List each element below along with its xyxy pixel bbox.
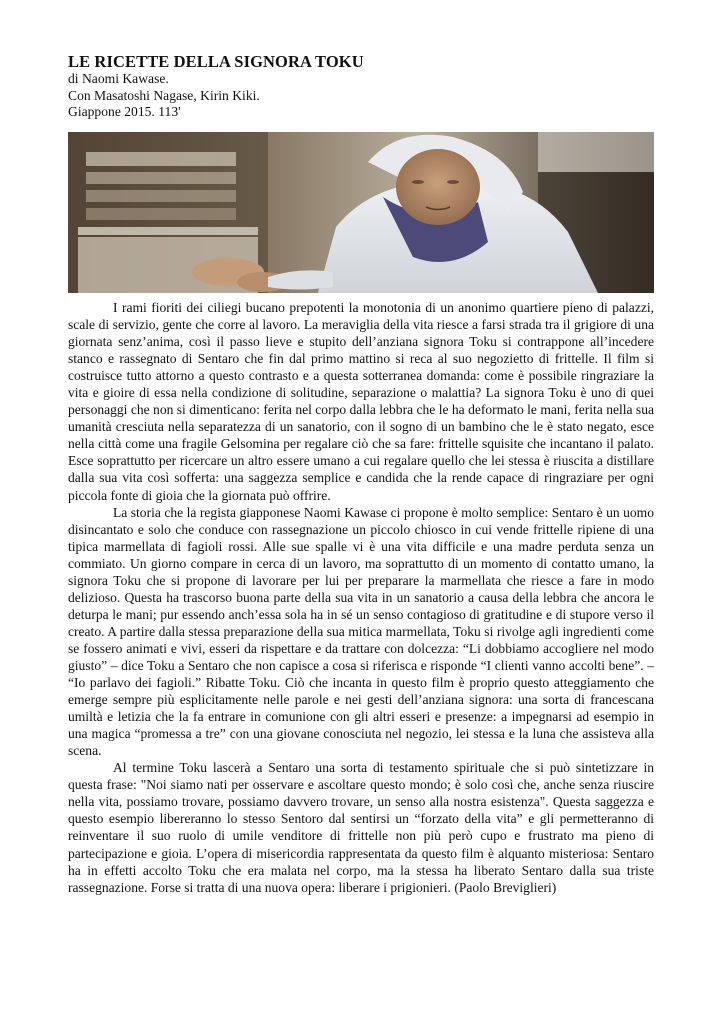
film-title: LE RICETTE DELLA SIGNORA TOKU: [68, 52, 364, 71]
film-still-photo: [68, 132, 654, 293]
film-header: [68, 52, 668, 121]
film-cast: Con Masatoshi Nagase, Kirin Kiki.: [68, 87, 260, 103]
article-paragraph: I rami fioriti dei ciliegi bucano prepotenti la monotonia di un anonimo quartiere pieno di palazzi, scale di servizio, gente che corre al lavoro. La meraviglia della vita riesce a farsi strada tra il grigiore di una giornata senz’anima, così il passo lieve e stupito dell’anziana signora Toku si contrappone all’incedere stanco e rassegnato di Sentaro che fin dal primo mattino si reca al suo negozietto di frittelle. Il film si costruisce tutto attorno a questo contrasto e a questa sotterranea domanda: come è possibile ringraziare la vita e gioire di essa nella condizione di solitudine, separazione o malattia? La signora Toku è uno di quei personaggi che non si dimenticano: ferita nel corpo dalla lebbra che le ha deformato le mani, ferita nella sua umanità cresciuta nella separatezza di un sanatorio, con il sogno di un bambino che le è stato negato, esce nella città come una fragile Gelsomina per regalare ciò che sa fare: frittelle squisite che incantano il palato. Esce soprattutto per ricercare un altro essere umano a cui regalare quello che lei stessa è riuscita a distillare dalla sua vita così sofferta: una saggezza semplice e candida che la rende capace di ringraziare per ogni piccola fonte di gioia che la giornata può offrire.: [68, 300, 654, 503]
film-country-year: Giappone 2015. 113': [68, 104, 181, 119]
article-paragraph: Al termine Toku lascerà a Sentaro una sorta di testamento spirituale che si può sintetizzare in questa frase: "Noi siamo nati per osservare e ascoltare questo mondo; è solo così che, anche senza riuscire nella vita, possiamo trovare, possiamo davvero trovare, un senso alla nostra esistenza". Questa saggezza e questo esempio libereranno lo stesso Sentoro dal sentirsi un “forzato della vita” e gli permetteranno di reinventare il suo ruolo di umile venditore di frittelle non più però cupo e frustrato ma pieno di partecipazione e gioia. L’opera di misericordia rappresentata da questo film è alquanto misteriosa: Sentaro ha in effetti accolto Toku che era malata nel corpo, ma la stessa ha liberato Sentaro dalla sua triste rassegnazione. Forse si tratta di una nuova opera: liberare i prigionieri. (Paolo Breviglieri): [68, 760, 654, 895]
article-paragraph: La storia che la regista giapponese Naomi Kawase ci propone è molto semplice: Sentaro è un uomo disincantato e solo che conduce con rassegnazione un piccolo chiosco in cui vende frittelle ripiene di una tipica marmellata di fagioli rossi. Alle sue spalle vi è una vita difficile e una madre perduta senza un commiato. Un giorno compare in cerca di un lavoro, ma soprattutto di un momento di contatto umano, la signora Toku che si propone di lavorare per lui per preparare la marmellata che riesce a fare in modo delizioso. Questa ha trascorso buona parte della sua vita in un sanatorio a causa della lebbra che ancora le deturpa le mani; pur essendo anch’essa sola ha in sé un senso contagioso di gratitudine e di stupore verso il creato. A partire dalla stessa preparazione della sua mitica marmellata, Toku si rivolge agli ingredienti come se fossero animati e vivi, esseri da rispettare e da trattare con dolcezza: “Li dobbiamo accogliere nel modo giusto” – dice Toku a Sentaro che non capisce a cosa si riferisca e risponde “I clienti vanno accolti bene”. – “Io parlavo dei fagioli.” Ribatte Toku. Ciò che incanta in questo film è proprio questo atteggiamento che emerge sempre più esplicitamente nelle parole e nei gesti dell’anziana signora: una sorta di francescana umiltà e letizia che la fa entrare in comunione con gli altri esseri e presenze: a impegnarsi ad esempio in una magica “promessa a tre” con una giovane conosciuta nel negozio, lei stessa e la luna che assisteva alla scena.: [68, 504, 654, 759]
film-review-article: [68, 299, 654, 896]
film-director: di Naomi Kawase.: [68, 71, 169, 86]
